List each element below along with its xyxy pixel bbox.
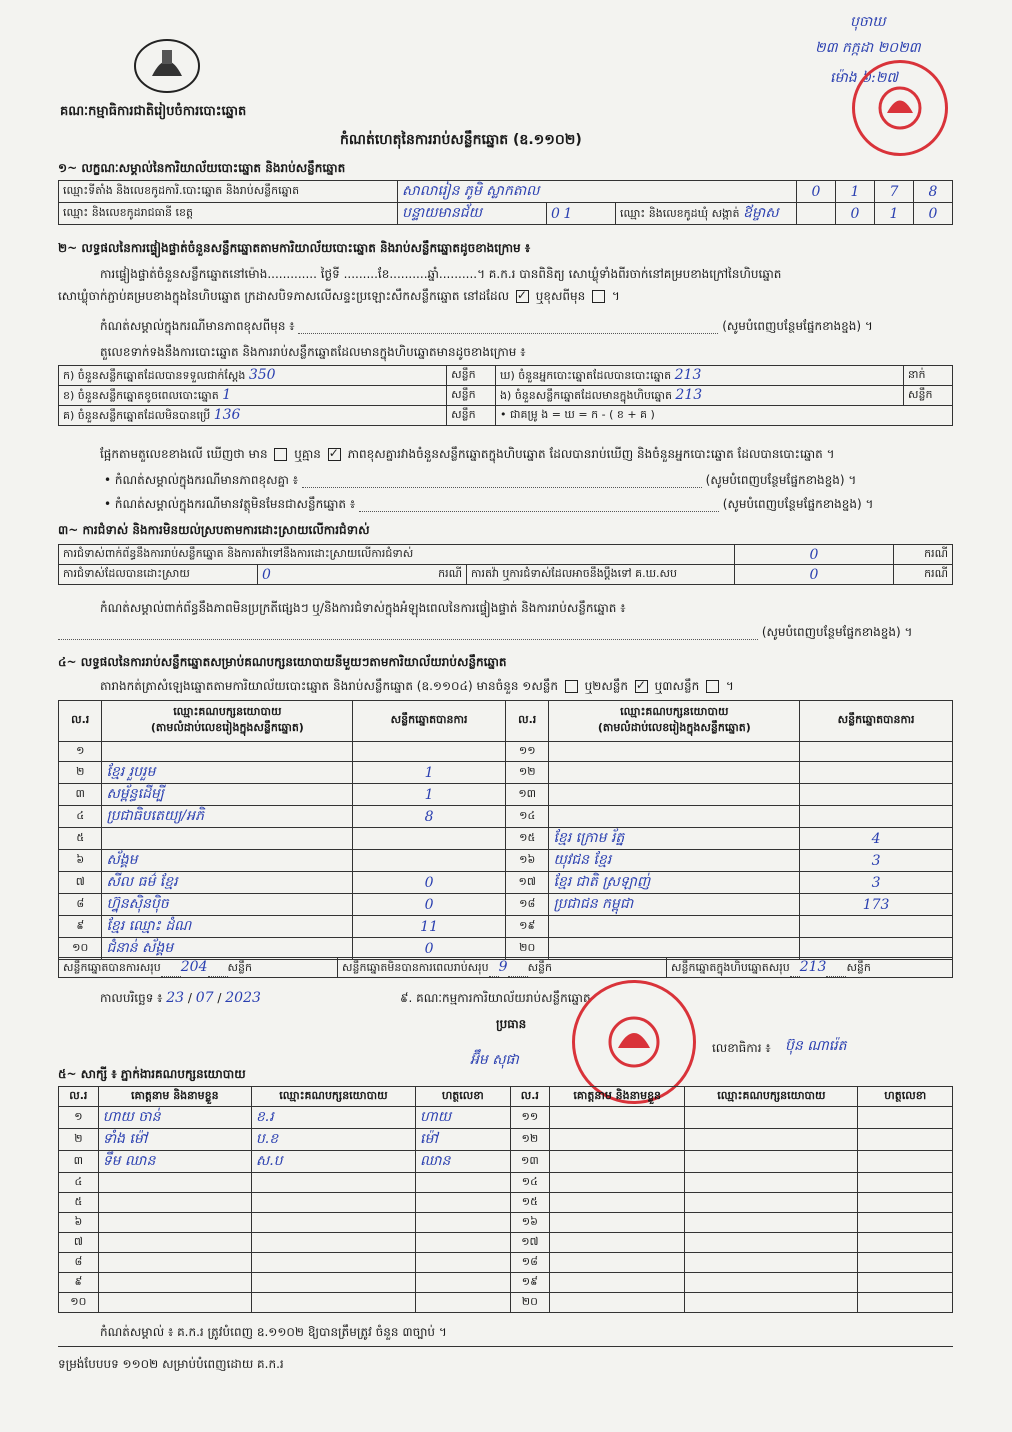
row-no: ១៥: [505, 828, 548, 850]
party-votes: 3: [800, 872, 953, 894]
witness-party: [685, 1193, 858, 1213]
resolved-label: ការជំទាស់ដែលបានដោះស្រាយ: [59, 565, 258, 585]
seal-changed-text: ឬខុសពីមុន: [535, 289, 586, 303]
form-page: គណៈកម្មាធិការជាតិរៀបចំការបោះឆ្នោត បុចាឃ ២៣ កក្កដា ២០២៣ ម៉ោង ៦:២៧ កំណត់ហេតុនៃការរាប់សន្លឹកឆ្នោត (ឧ.១១០២) ១~ លក្ខណៈសម្គាល់នៃការិយាល័យបោះឆ្នោត និងរាប់សន្លឹកឆ្នោត ឈ្មោះទីតាំង និងលេខកូដការិ.បោះឆ្នោត និងរាប់សន្លឹកឆ្នោត សាលារៀន ភូមិ ស្លាកតាល 0 1 7 8 ឈ្មោះ និងលេខកូដរាជធានី ខេត្ត បន្ទាយមានជ័យ 0 1 ឈ្មោះ និងលេខកូដឃុំ សង្កាត់ ឪម្ចាស 0 1 0 ២~ លទ្ធផលនៃការផ្ទៀងផ្ទាត់ចំនួនសន្លឹកឆ្នោតតាមការិយាល័យបោះឆ្នោត និងរាប់សន្លឹកឆ្នោតដូចខាងក្រោម ៖ ការផ្ទៀងផ្ទាត់ចំនួនសន្លឹកឆ្នោតនៅម៉ោង............. ថ្ងៃទី .........ខែ..........ឆ្នាំ..........។ គ.ក.រ បានពិនិត្យ សោឃ្លុំទាំងពីរចាក់នៅគម្របខាងក្រៅនៃហិបឆ្នោត សោឃ្លុំចាក់ភ្ជាប់គម្របខាងក្នុងនៃហិបឆ្នោត ក្រដាសបិទភាសលើសន្ទះប្រឡោះសឹកសន្លឹកឆ្នោត នៅដដែល ✓ ឬខុសពីមុន ។ កំណត់សម្គាល់ក្នុងករណីមានភាពខុសពីមុន ៖ (សូមបំពេញបន្ថែមផ្នែកខាងខ្នង) ។ តួលេខទាក់ទងនឹងការបោះឆ្នោត និងការរាប់សន្លឹកឆ្នោតដែលមានក្នុងហិបឆ្នោតមានដូចខាងក្រោម ៖ ក) ចំនួនសន្លឹកឆ្នោតដែលបានទទួលជាក់ស្តែង 350 សន្លឹក ឃ) ចំនួនអ្នកបោះឆ្នោតដែលបានបោះឆ្នោត 213 នាក់ ខ) ចំនួនសន្លឹកឆ្នោតខូចពេលបោះឆ្នោត 1 សន្លឹក ង) ចំនួនសន្លឹកឆ្នោតដែលមានក្នុងហិបឆ្នោត 213 សន្លឹក គ) ចំនួនសន្លឹកឆ្នោតដែលមិនបានប្រើ 136 សន្លឹក • ជាគម្រូ ង = ឃ = ក - ( ខ + គ ) ផ្អែកតាមតួលេខខាងលើ ឃើញថា មាន ឬគ្មាន ✓ ភាពខុសគ្នារវាងចំនួនសន្លឹកឆ្នោតក្នុងហិបឆ្នោត ដែលបានរាប់ឃើញ និងចំនួនអ្នកបោះឆ្នោត ដែលបានបោះឆ្នោត ។ • កំណត់សម្គាល់ក្នុងករណីមានភាពខុសគ្នា ៖ (សូមបំពេញបន្ថែមផ្នែកខាងខ្នង) ។ • កំណត់សម្គាល់ក្នុងករណីមានវត្ថុមិនមែនជាសន្លឹកឆ្នោត ៖ (សូមបំពេញបន្ថែមផ្នែកខាងខ្នង) ។ ៣~ ការជំទាស់ និងការមិនយល់ស្របតាមការដោះស្រាយលើការជំទាស់ ការជំទាស់ពាក់ព័ន្ធនឹងការរាប់សន្លឹកឆ្នោត និងការតវ៉ាទៅនឹងការដោះស្រាយលើការជំទាស់ 0 ករណី ការជំទាស់ដែលបានដោះស្រាយ 0 ករណី ការតវ៉ា ឬការជំទាស់ដែលអាចនឹងប្តឹងទៅ គ.ឃ.សប 0 ករណី កំណត់សម្គាល់ពាក់ព័ន្ធនឹងភាពមិនប្រក្រតីផ្សេងៗ ឬ/និងការជំទាស់ក្នុងអំឡុងពេលនៃការផ្ទៀងផ្ទាត់ និងការរាប់សន្លឹកឆ្នោត ៖ (សូមបំពេញបន្ថែមផ្នែកខាងខ្នង) ។ ៤~ លទ្ធផលនៃការរាប់សន្លឹកឆ្នោតសម្រាប់គណបក្សនយោបាយនីមួយៗតាមការិយាល័យរាប់សន្លឹកឆ្នោត តារាងកត់ត្រាសំឡេងឆ្នោតតាមការិយាល័យបោះឆ្នោត និងរាប់សន្លឹកឆ្នោត (ឧ.១១០៤) មានចំនួន ១សន្លឹក ឬ២សន្លឹក ✓ ឬ៣សន្លឹក ។ ល.រ ឈ្មោះគណបក្សនយោបាយ (តាមលំដាប់លេខរៀងក្នុងសន្លឹកឆ្នោត) សន្លឹកឆ្នោតបានការ ល.រ ឈ្មោះគណបក្សនយោបាយ (តាមលំដាប់លេខរៀងក្នុងសន្លឹកឆ្នោត) សន្លឹកឆ្នោតបានការ ១ ១១ ២ ខ្មែរ រួបរួម 1 ១២ ៣ សម្ព័ន្ធដើម្បី 1 ១៣ ៤ ប្រជាធិបតេយ្យ/អភិ 8 ១៤ ៥ ១៥ ខ្មែរ ក្រោម រ័ត្ន 4 ៦ ស័ង្គម ១៦ យុវជន ខ្មែរ 3 ៧ សីល ធម៌ ខ្មែរ 0 ១៧ ខ្មែរ ជាតិ ស្រឡាញ់ 3 ៨ ហ្វ៊ុនស៊ិនប៉ិច 0 ១៨ ប្រជាជន កម្ពុជា 173 ៩ ខ្មែរ ឈ្មោះ ដំណ 11 ១៩ ១០ ជំនាន់ ស័ង្គម 0 ២០ សន្លឹកឆ្នោតបានការសរុប 204 សន្លឹក សន្លឹកឆ្នោតមិនបានការពេលរាប់សរុប 9 សន្លឹក សន្លឹកឆ្នោតក្នុងហិបឆ្នោតសរុប 213 សន្លឹក កាលបរិច្ឆេទ ៖ 23 / 07 / 2023 ៩. គណៈកម្មការការិយាល័យរាប់សន្លឹកឆ្នោត ប្រធាន អ៊ឹម សុផា លេខាធិការ ៖ ប៊ុន ណារ៉េត ៥~ សាក្សី ៖ ភ្នាក់ងារគណបក្សនយោបាយ ល.រ គោត្តនាម និងនាមខ្លួន ឈ្មោះគណបក្សនយោបាយ ហត្ថលេខា ល.រ គោត្តនាម និងនាមខ្លួន ឈ្មោះគណបក្សនយោបាយ ហត្ថលេខា ១ ហាយ ចាន់ ខ.រ ហាយ ១១ ២ ទាំង ម៉ៅ ប.ខ ម៉ៅ ១២ ៣ ទឹម ឈាន ស.ប ឈាន ១៣ ៤ ១៤ ៥ ១៥ ៦ ១៦ ៧ ១៧ ៨ ១៨ ៩ ១៩ ១០ ២០ កំណត់សម្គាល់ ៖ គ.ក.រ ត្រូវបំពេញ ឧ.១១០២ ឱ្យបានត្រឹមត្រូវ ចំនួន ៣ច្បាប់ ។ ទម្រង់បែបបទ ១១០២ សម្រាប់បំពេញដោយ គ.ក.រ: [0, 0, 1012, 1432]
difference-note-label: កំណត់សម្គាល់ក្នុងករណីមានភាពខុសពីមុន ៖: [100, 319, 295, 333]
difference-question: ផ្អែកតាមតួលេខខាងលើ ឃើញថា មាន: [100, 447, 268, 461]
mismatch-note-label: • កំណត់សម្គាល់ក្នុងករណីមានភាពខុសគ្នា ៖: [104, 473, 299, 487]
witness-party: [685, 1107, 858, 1129]
row-no: ៧: [59, 1233, 99, 1253]
witness-party: [685, 1173, 858, 1193]
total-unit: សន្លឹក: [527, 960, 553, 974]
row-no: ១២: [510, 1129, 550, 1151]
no-difference-text: ឬគ្មាន: [294, 447, 321, 461]
row-no: ៤: [59, 806, 102, 828]
row-no: ២០: [510, 1293, 550, 1313]
witness-name: [550, 1107, 685, 1129]
table-row: [59, 872, 953, 894]
row-no: ៨: [59, 894, 102, 916]
party-name: ខ្មែរ ឈ្មោះ ដំណ: [102, 916, 353, 938]
party-votes: [800, 784, 953, 806]
party-name: ហ្វ៊ុនស៊ិនប៉ិច: [102, 894, 353, 916]
corner-note-3: ម៉ោង ៦:២៧: [830, 70, 898, 86]
total-unit: សន្លឹក: [227, 960, 252, 974]
table-row: [59, 1273, 953, 1293]
total-box-value: 213: [799, 958, 827, 975]
row-no: ១៤: [510, 1173, 550, 1193]
witness-signature: [416, 1213, 511, 1233]
party-name: [102, 828, 353, 850]
row-no: ១៣: [505, 784, 548, 806]
figure-unit: សន្លឹក: [904, 386, 953, 406]
witness-signature: [416, 1173, 511, 1193]
corner-note-1: បុចាឃ: [850, 14, 886, 30]
figure-value: 136: [213, 406, 241, 423]
table-row: [59, 850, 953, 872]
secretary-label: លេខាធិការ ៖: [712, 1041, 771, 1055]
figure-value: 1: [222, 386, 232, 403]
row-no: ១០: [59, 938, 102, 960]
witness-party: ខ.រ: [251, 1107, 415, 1129]
complaint-label: ការជំទាស់ពាក់ព័ន្ធនឹងការរាប់សន្លឹកឆ្នោត និងការតវ៉ាទៅនឹងការដោះស្រាយលើការជំទាស់: [59, 545, 735, 565]
party-name: [102, 742, 353, 762]
witness-name: [550, 1213, 685, 1233]
table-row: [59, 1253, 953, 1273]
province-code: 0: [551, 205, 560, 222]
row-no: ៣: [59, 784, 102, 806]
party-votes: 3: [800, 850, 953, 872]
total-unit: សន្លឹក: [846, 960, 871, 974]
col-votes: សន្លឹកឆ្នោតបានការ: [800, 701, 953, 742]
row-no: ១៨: [505, 894, 548, 916]
col-sign: ហត្ថលេខា: [858, 1087, 953, 1107]
col-party: ឈ្មោះគណបក្សនយោបាយ: [173, 705, 282, 718]
witness-signature: [858, 1151, 953, 1173]
figure-value: 213: [675, 386, 703, 403]
row-no: ៧: [59, 872, 102, 894]
witness-party: [251, 1193, 415, 1213]
foreign-object-note-label: • កំណត់សម្គាល់ក្នុងករណីមានវត្ថុមិនមែនជាសន្លឹកឆ្នោត ៖: [104, 497, 356, 511]
col-sign: ហត្ថលេខា: [416, 1087, 511, 1107]
figure-label: ង) ចំនួនសន្លឹកឆ្នោតដែលមានក្នុងហិបឆ្នោត: [500, 388, 672, 402]
party-votes: [353, 850, 506, 872]
form-title: កំណត់ហេតុនៃការរាប់សន្លឹកឆ្នោត (ឧ.១១០២): [340, 132, 582, 148]
witness-name: [98, 1273, 251, 1293]
corner-note-2: ២៣ កក្កដា ២០២៣: [815, 40, 921, 56]
party-votes: [800, 742, 953, 762]
party-name: ស័ង្គម: [102, 850, 353, 872]
location-code-digit: 7: [875, 181, 914, 203]
three-sheet-text: ឬ៣សន្លឹក: [654, 679, 700, 693]
row-no: ៦: [59, 1213, 99, 1233]
party-name: [549, 916, 800, 938]
section-5-title: ៥~ សាក្សី ៖ ភ្នាក់ងារគណបក្សនយោបាយ: [58, 1067, 246, 1081]
row-no: ១៩: [510, 1273, 550, 1293]
difference-statement: ភាពខុសគ្នារវាងចំនួនសន្លឹកឆ្នោតក្នុងហិបឆ្នោត ដែលបានរាប់ឃើញ និងចំនួនអ្នកបោះឆ្នោត ដែលបានបោះឆ្នោត ។: [347, 447, 835, 461]
two-sheet-checkbox[interactable]: [635, 680, 648, 693]
section-2-title: ២~ លទ្ធផលនៃការផ្ទៀងផ្ទាត់ចំនួនសន្លឹកឆ្នោតតាមការិយាល័យបោះឆ្នោត និងរាប់សន្លឹកឆ្នោតដូចខាងក្រោម ៖: [58, 241, 531, 255]
resolved-value: 0: [262, 566, 271, 583]
witness-party: [251, 1273, 415, 1293]
no-difference-checkbox[interactable]: [328, 448, 341, 461]
party-votes: [800, 806, 953, 828]
official-stamp-icon: [852, 60, 948, 156]
witness-party: [251, 1253, 415, 1273]
chair-label: ប្រធាន: [496, 1017, 527, 1031]
witness-signature: [416, 1293, 511, 1313]
witness-name: [98, 1173, 251, 1193]
fill-hint: (សូមបំពេញបន្ថែមផ្នែកខាងខ្នង) ។: [705, 473, 857, 487]
committee-signature-label: ៩. គណៈកម្មការការិយាល័យរាប់សន្លឹកឆ្នោត: [400, 991, 591, 1005]
row-no: ១១: [505, 742, 548, 762]
figure-value: 350: [248, 366, 276, 383]
witness-signature: [416, 1233, 511, 1253]
figure-label: ឃ) ចំនួនអ្នកបោះឆ្នោតដែលបានបោះឆ្នោត: [500, 368, 672, 382]
complaint-unit: ករណី: [894, 545, 953, 565]
table-row: [59, 1129, 953, 1151]
row-no: ៥: [59, 1193, 99, 1213]
ballot-figures-table: [58, 365, 953, 426]
three-sheet-checkbox[interactable]: [706, 680, 719, 693]
col-no: ល.រ: [59, 701, 102, 742]
witness-signature: [858, 1253, 953, 1273]
witness-signature: [858, 1273, 953, 1293]
table-row: [59, 366, 953, 386]
witness-name: [550, 1273, 685, 1293]
party-votes: [353, 828, 506, 850]
col-party-sub: (តាមលំដាប់លេខរៀងក្នុងសន្លឹកឆ្នោត): [597, 721, 751, 734]
row-no: ២: [59, 1129, 99, 1151]
figure-label: ក) ចំនួនសន្លឹកឆ្នោតដែលបានទទួលជាក់ស្តែង: [63, 368, 246, 382]
party-name: [549, 742, 800, 762]
party-votes: 4: [800, 828, 953, 850]
witness-name: [550, 1151, 685, 1173]
secretary-name: ប៊ុន ណារ៉េត: [785, 1038, 847, 1054]
table-row: [59, 916, 953, 938]
witness-name: ទាំង ម៉ៅ: [98, 1129, 251, 1151]
witness-party: [685, 1233, 858, 1253]
location-label: ឈ្មោះទីតាំង និងលេខកូដការិ.បោះឆ្នោត និងរាប់សន្លឹកឆ្នោត: [59, 181, 398, 203]
party-name: ខ្មែរ រួបរួម: [102, 762, 353, 784]
row-no: ៤: [59, 1173, 99, 1193]
party-votes: 11: [353, 916, 506, 938]
party-votes: 0: [353, 938, 506, 960]
section-4-title: ៤~ លទ្ធផលនៃការរាប់សន្លឹកឆ្នោតសម្រាប់គណបក្សនយោបាយនីមួយៗតាមការិយាល័យរាប់សន្លឹកឆ្នោត: [58, 655, 507, 669]
row-no: ១០: [59, 1293, 99, 1313]
witness-signature: [416, 1253, 511, 1273]
row-no: ២: [59, 762, 102, 784]
row-no: ១១: [510, 1107, 550, 1129]
col-votes: សន្លឹកឆ្នោតបានការ: [353, 701, 506, 742]
province-label: ឈ្មោះ និងលេខកូដរាជធានី ខេត្ត: [59, 203, 398, 225]
date-year: 2023: [225, 990, 261, 1006]
row-no: ១៤: [505, 806, 548, 828]
witness-signature: [858, 1293, 953, 1313]
witness-signature: ម៉ៅ: [416, 1129, 511, 1151]
witness-name: [550, 1233, 685, 1253]
table-row: [59, 1173, 953, 1193]
party-votes: [353, 742, 506, 762]
figure-unit: សន្លឹក: [447, 406, 496, 426]
province-value: បន្ទាយមានជ័យ: [402, 205, 482, 221]
party-votes: [800, 762, 953, 784]
table-row: [59, 742, 953, 762]
form-footer: ទម្រង់បែបបទ ១១០២ សម្រាប់បំពេញដោយ គ.ក.រ: [58, 1357, 284, 1371]
appeal-unit: ករណី: [894, 565, 953, 585]
total-valid-value: 204: [180, 958, 208, 975]
witness-party: [685, 1293, 858, 1313]
figure-value: 213: [674, 366, 702, 383]
witness-signature: [416, 1193, 511, 1213]
figures-intro: តួលេខទាក់ទងនឹងការបោះឆ្នោត និងការរាប់សន្លឹកឆ្នោតដែលមានក្នុងហិបឆ្នោតមានដូចខាងក្រោម ៖: [100, 345, 526, 359]
row-no: ១៧: [505, 872, 548, 894]
figure-label: ខ) ចំនួនសន្លឹកឆ្នោតខូចពេលបោះឆ្នោត: [63, 388, 219, 402]
witness-name: [98, 1233, 251, 1253]
witness-signature: [858, 1213, 953, 1233]
table-row: [59, 762, 953, 784]
row-no: ១: [59, 1107, 99, 1129]
witness-party: [685, 1151, 858, 1173]
party-name: ខ្មែរ ក្រោម រ័ត្ន: [549, 828, 800, 850]
seal-status-text: សោឃ្លុំចាក់ភ្ជាប់គម្របខាងក្នុងនៃហិបឆ្នោត ក្រដាសបិទភាសលើសន្ទះប្រឡោះសឹកសន្លឹកឆ្នោត នៅដដែល: [58, 289, 510, 303]
location-code-digit: 1: [836, 181, 875, 203]
section-3-title: ៣~ ការជំទាស់ និងការមិនយល់ស្របតាមការដោះស្រាយលើការជំទាស់: [58, 523, 370, 537]
witness-party: [251, 1173, 415, 1193]
col-no: ល.រ: [59, 1087, 99, 1107]
party-votes: 8: [353, 806, 506, 828]
witness-table: [58, 1086, 953, 1313]
party-name: [549, 806, 800, 828]
witness-signature: [858, 1173, 953, 1193]
party-name: យុវជន ខ្មែរ: [549, 850, 800, 872]
row-no: ២០: [505, 938, 548, 960]
col-party: ឈ្មោះគណបក្សនយោបាយ: [685, 1087, 858, 1107]
col-party-sub: (តាមលំដាប់លេខរៀងក្នុងសន្លឹកឆ្នោត): [150, 721, 304, 734]
verification-paragraph: ការផ្ទៀងផ្ទាត់ចំនួនសន្លឹកឆ្នោតនៅម៉ោង............. ថ្ងៃទី .........ខែ..........ឆ្នាំ..........។ គ.ក.រ បានពិនិត្យ សោឃ្លុំទាំងពីរចាក់នៅគម្របខាងក្រៅនៃហិបឆ្នោត: [100, 267, 782, 281]
witness-name: [550, 1173, 685, 1193]
col-party: ឈ្មោះគណបក្សនយោបាយ: [251, 1087, 415, 1107]
witness-signature: [858, 1107, 953, 1129]
total-valid-label: សន្លឹកឆ្នោតបានការសរុប: [63, 960, 161, 974]
one-sheet-checkbox[interactable]: [565, 680, 578, 693]
section-1-title: ១~ លក្ខណៈសម្គាល់នៃការិយាល័យបោះឆ្នោត និងរាប់សន្លឹកឆ្នោត: [58, 161, 346, 175]
footnote: កំណត់សម្គាល់ ៖ គ.ក.រ ត្រូវបំពេញ ឧ.១១០២ ឱ្យបានត្រឹមត្រូវ ចំនួន ៣ច្បាប់ ។: [100, 1325, 447, 1339]
chair-name: អ៊ឹម សុផា: [470, 1052, 519, 1068]
witness-party: [685, 1129, 858, 1151]
col-no: ល.រ: [505, 701, 548, 742]
witness-signature: [858, 1233, 953, 1253]
witness-party: ស.ប: [251, 1151, 415, 1173]
appeal-value: 0: [735, 565, 894, 585]
formula-text: • ជាគម្រូ ង = ឃ = ក - ( ខ + គ ): [496, 406, 953, 426]
row-no: ១៧: [510, 1233, 550, 1253]
total-invalid-value: 9: [498, 958, 508, 975]
party-name: [549, 762, 800, 784]
witness-name: ទឹម ឈាន: [98, 1151, 251, 1173]
table-row: [59, 1233, 953, 1253]
witness-party: [685, 1213, 858, 1233]
party-name: ប្រជាជន កម្ពុជា: [549, 894, 800, 916]
table-row: [59, 1107, 953, 1129]
commune-value: ឪម្ចាស: [743, 205, 779, 221]
table-row: [59, 565, 953, 585]
party-votes: [800, 916, 953, 938]
date-month: 07: [195, 990, 214, 1006]
row-no: ៨: [59, 1253, 99, 1273]
row-no: ១៩: [505, 916, 548, 938]
commune-label: ឈ្មោះ និងលេខកូដឃុំ សង្កាត់: [620, 207, 740, 220]
col-party: ឈ្មោះគណបក្សនយោបាយ: [620, 705, 729, 718]
figure-unit: នាក់: [904, 366, 953, 386]
witness-signature: ហាយ: [416, 1107, 511, 1129]
witness-name: [550, 1193, 685, 1213]
row-no: ១៦: [505, 850, 548, 872]
witness-name: [98, 1253, 251, 1273]
date-label: កាលបរិច្ឆេទ ៖: [100, 991, 163, 1005]
figure-unit: សន្លឹក: [447, 366, 496, 386]
tally-sheets-text: តារាងកត់ត្រាសំឡេងឆ្នោតតាមការិយាល័យបោះឆ្នោត និងរាប់សន្លឹកឆ្នោត (ឧ.១១០៤) មានចំនួន ១សន្លឹក: [100, 679, 558, 693]
row-no: ១៦: [510, 1213, 550, 1233]
row-no: ១៣: [510, 1151, 550, 1173]
fill-hint: (សូមបំពេញបន្ថែមផ្នែកខាងខ្នង) ។: [722, 319, 873, 333]
same-checkbox[interactable]: [516, 290, 529, 303]
table-row: [59, 1213, 953, 1233]
party-name: សីល ធម៌ ខ្មែរ: [102, 872, 353, 894]
location-table: [58, 180, 953, 225]
witness-name: [98, 1193, 251, 1213]
party-votes: 1: [353, 784, 506, 806]
col-no: ល.រ: [510, 1087, 550, 1107]
resolved-unit: ករណី: [438, 566, 462, 580]
row-no: ១៥: [510, 1193, 550, 1213]
party-votes: 1: [353, 762, 506, 784]
commune-code-digit: 1: [875, 203, 914, 225]
commune-code-digit: 0: [836, 203, 875, 225]
witness-signature: [858, 1129, 953, 1151]
location-code-digit: 0: [797, 181, 836, 203]
witness-signature: [416, 1273, 511, 1293]
table-row: [59, 894, 953, 916]
party-votes: 0: [353, 894, 506, 916]
row-no: ៦: [59, 850, 102, 872]
witness-party: [251, 1293, 415, 1313]
changed-checkbox[interactable]: [592, 290, 605, 303]
table-row: [59, 1151, 953, 1173]
two-sheet-text: ឬ២សន្លឹក: [584, 679, 629, 693]
location-value: សាលារៀន ភូមិ ស្លាកតាល: [402, 183, 540, 199]
witness-name: [98, 1293, 251, 1313]
table-row: [59, 1293, 953, 1313]
witness-party: [251, 1213, 415, 1233]
complaint-value: 0: [735, 545, 894, 565]
row-no: ៥: [59, 828, 102, 850]
figure-label: គ) ចំនួនសន្លឹកឆ្នោតដែលមិនបានប្រើ: [63, 408, 211, 422]
row-no: ១៨: [510, 1253, 550, 1273]
row-no: ១: [59, 742, 102, 762]
commune-code-digit: 0: [914, 203, 953, 225]
complaints-table: [58, 544, 953, 585]
date-day: 23: [166, 990, 185, 1006]
col-name: គោត្តនាម និងនាមខ្លួន: [550, 1087, 685, 1107]
irregularity-note: កំណត់សម្គាល់ពាក់ព័ន្ធនឹងភាពមិនប្រក្រតីផ្សេងៗ ឬ/និងការជំទាស់ក្នុងអំឡុងពេលនៃការផ្ទៀងផ្ទាត់ និងការរាប់សន្លឹកឆ្នោត ៖: [100, 601, 626, 615]
party-name: ជំនាន់ ស័ង្គម: [102, 938, 353, 960]
row-no: ១២: [505, 762, 548, 784]
total-box-label: សន្លឹកឆ្នោតក្នុងហិបឆ្នោតសរុប: [671, 960, 790, 974]
table-row: [59, 545, 953, 565]
col-name: គោត្តនាម និងនាមខ្លួន: [98, 1087, 251, 1107]
figure-unit: សន្លឹក: [447, 386, 496, 406]
party-name: សម្ព័ន្ធដើម្បី: [102, 784, 353, 806]
party-votes: 0: [353, 872, 506, 894]
total-invalid-label: សន្លឹកឆ្នោតមិនបានការពេលរាប់សរុប: [342, 960, 489, 974]
witness-party: [685, 1253, 858, 1273]
party-results-table: [58, 700, 953, 960]
has-difference-checkbox[interactable]: [274, 448, 287, 461]
witness-name: [550, 1253, 685, 1273]
table-row: [59, 1193, 953, 1213]
table-row: [59, 386, 953, 406]
witness-party: [685, 1273, 858, 1293]
table-row: [59, 828, 953, 850]
nec-logo-icon: [132, 36, 202, 96]
province-code: 1: [563, 205, 573, 222]
fill-hint: (សូមបំពេញបន្ថែមផ្នែកខាងខ្នង) ។: [722, 497, 874, 511]
witness-signature: ឈាន: [416, 1151, 511, 1173]
table-row: [59, 806, 953, 828]
table-row: [59, 406, 953, 426]
row-no: ៩: [59, 916, 102, 938]
witness-name: ហាយ ចាន់: [98, 1107, 251, 1129]
witness-name: [550, 1293, 685, 1313]
witness-name: [550, 1129, 685, 1151]
witness-party: [251, 1233, 415, 1253]
appeal-label: ការតវ៉ា ឬការជំទាស់ដែលអាចនឹងប្តឹងទៅ គ.ឃ.សប: [467, 565, 735, 585]
row-no: ៣: [59, 1151, 99, 1173]
location-code-digit: 8: [914, 181, 953, 203]
totals-table: [58, 957, 953, 978]
witness-signature: [858, 1193, 953, 1213]
party-name: ប្រជាធិបតេយ្យ/អភិ: [102, 806, 353, 828]
party-name: [549, 784, 800, 806]
party-name: ខ្មែរ ជាតិ ស្រឡាញ់: [549, 872, 800, 894]
fill-hint: (សូមបំពេញបន្ថែមផ្នែកខាងខ្នង) ។: [761, 625, 913, 639]
party-votes: 173: [800, 894, 953, 916]
witness-name: [98, 1213, 251, 1233]
witness-party: ប.ខ: [251, 1129, 415, 1151]
row-no: ៩: [59, 1273, 99, 1293]
table-row: [59, 784, 953, 806]
committee-name: គណៈកម្មាធិការជាតិរៀបចំការបោះឆ្នោត: [60, 104, 247, 119]
